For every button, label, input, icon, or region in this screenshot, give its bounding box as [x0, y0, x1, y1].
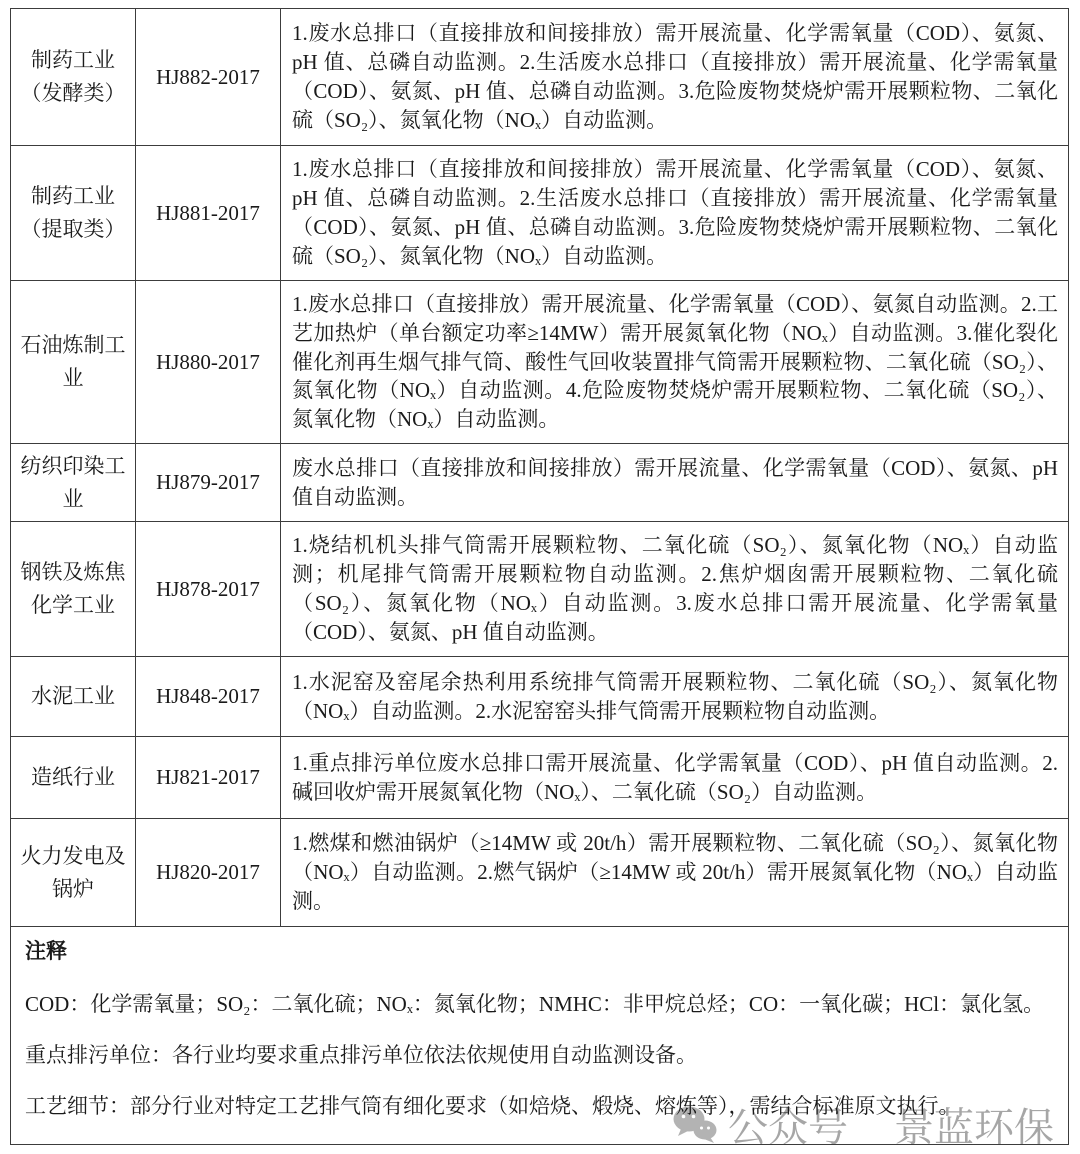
standard-cell: HJ879-2017: [136, 444, 281, 522]
industry-cell: 水泥工业: [11, 657, 136, 737]
requirements-cell: 1.废水总排口（直接排放和间接排放）需开展流量、化学需氧量（COD）、氨氮、pH 值、总磷自动监测。2.生活废水总排口（直接排放）需开展流量、化学需氧量（COD）、氨氮、pH 值、总磷自动监测。3.危险废物焚烧炉需开展颗粒物、二氧化硫（SO₂）、氮氧化物（NOₓ）自动监测。: [281, 146, 1069, 281]
requirements-cell: 1.重点排污单位废水总排口需开展流量、化学需氧量（COD）、pH 值自动监测。2.碱回收炉需开展氮氧化物（NOₓ）、二氧化硫（SO₂）自动监测。: [281, 737, 1069, 819]
note-item-abbreviations: COD：化学需氧量；SO₂：二氧化硫；NOₓ：氮氧化物；NMHC：非甲烷总烃；CO：一氧化碳；HCl：氯化氢。: [25, 991, 1045, 1016]
standard-cell: HJ882-2017: [136, 9, 281, 146]
industry-cell: 火力发电及锅炉: [11, 819, 136, 927]
requirements-cell: 1.燃煤和燃油锅炉（≥14MW 或 20t/h）需开展颗粒物、二氧化硫（SO₂）、氮氧化物（NOₓ）自动监测。2.燃气锅炉（≥14MW 或 20t/h）需开展氮氧化物（NOₓ）自动监测。: [281, 819, 1069, 927]
standard-cell: HJ878-2017: [136, 522, 281, 657]
notes-row: [11, 927, 1069, 1145]
watermark-label-1: 公众号: [728, 1106, 848, 1150]
note-item-process-details: 工艺细节：部分行业对特定工艺排气筒有细化要求（如焙烧、煅烧、熔炼等），需结合标准原文执行。: [25, 1093, 960, 1118]
standards-table: [10, 8, 1069, 1145]
note-item-key-polluters: 重点排污单位：各行业均要求重点排污单位依法依规使用自动监测设备。: [25, 1042, 697, 1067]
table-row: [11, 146, 1069, 281]
industry-cell: 石油炼制工业: [11, 281, 136, 444]
standard-cell: HJ880-2017: [136, 281, 281, 444]
standard-cell: HJ821-2017: [136, 737, 281, 819]
notes-title: 注释: [25, 939, 67, 963]
industry-cell: 钢铁及炼焦化学工业: [11, 522, 136, 657]
table-row: [11, 657, 1069, 737]
table-row: [11, 281, 1069, 444]
industry-cell: 制药工业（发酵类）: [11, 9, 136, 146]
requirements-cell: 1.废水总排口（直接排放和间接排放）需开展流量、化学需氧量（COD）、氨氮、pH 值、总磷自动监测。2.生活废水总排口（直接排放）需开展流量、化学需氧量（COD）、氨氮、pH 值、总磷自动监测。3.危险废物焚烧炉需开展颗粒物、二氧化硫（SO₂）、氮氧化物（NOₓ）自动监测。: [281, 9, 1069, 146]
standard-cell: HJ881-2017: [136, 146, 281, 281]
table-row: [11, 9, 1069, 146]
requirements-cell: 1.水泥窑及窑尾余热利用系统排气筒需开展颗粒物、二氧化硫（SO₂）、氮氧化物（NOₓ）自动监测。2.水泥窑窑头排气筒需开展颗粒物自动监测。: [281, 657, 1069, 737]
industry-cell: 造纸行业: [11, 737, 136, 819]
watermark-label-2: 景蓝环保: [894, 1106, 1054, 1150]
requirements-cell: 废水总排口（直接排放和间接排放）需开展流量、化学需氧量（COD）、氨氮、pH 值自动监测。: [281, 444, 1069, 522]
table-row: [11, 522, 1069, 657]
industry-cell: 制药工业（提取类）: [11, 146, 136, 281]
requirements-cell: 1.烧结机机头排气筒需开展颗粒物、二氧化硫（SO₂）、氮氧化物（NOₓ）自动监测；机尾排气筒需开展颗粒物自动监测。2.焦炉烟囱需开展颗粒物、二氧化硫（SO₂）、氮氧化物（NOₓ）自动监测。3.废水总排口需开展流量、化学需氧量（COD）、氨氮、pH 值自动监测。: [281, 522, 1069, 657]
notes-cell: [11, 927, 1069, 1145]
requirements-cell: 1.废水总排口（直接排放）需开展流量、化学需氧量（COD）、氨氮自动监测。2.工艺加热炉（单台额定功率≥14MW）需开展氮氧化物（NOₓ）自动监测。3.催化裂化催化剂再生烟气排气筒、酸性气回收装置排气筒需开展颗粒物、二氧化硫（SO₂）、氮氧化物（NOₓ）自动监测。4.危险废物焚烧炉需开展颗粒物、二氧化硫（SO₂）、氮氧化物（NOₓ）自动监测。: [281, 281, 1069, 444]
industry-cell: 纺织印染工业: [11, 444, 136, 522]
standard-cell: HJ848-2017: [136, 657, 281, 737]
table-row: [11, 444, 1069, 522]
table-row: [11, 737, 1069, 819]
table-row: [11, 819, 1069, 927]
standard-cell: HJ820-2017: [136, 819, 281, 927]
